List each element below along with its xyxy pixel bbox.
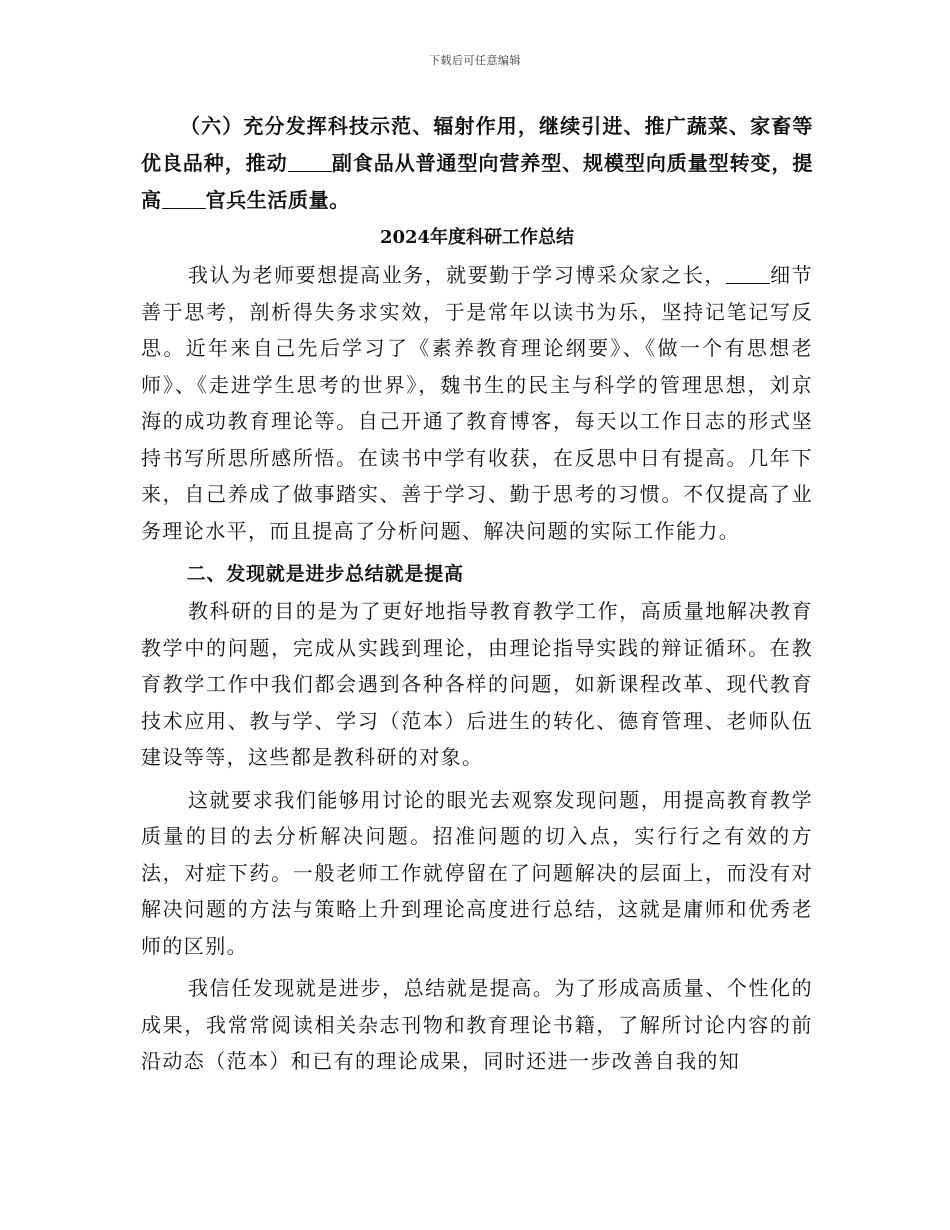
document-body [141,108,813,1080]
lead-text-3: 官兵生活质量。 [205,188,350,212]
blank-line [162,188,206,209]
paragraph-1-text-1: 我认为老师要想提高业务，就要勤于学习博采众家之长， [188,263,726,287]
lead-text-1: （六）充分发挥科技示范、辐射作用，继续引进、推广蔬菜、家畜等优良品种，推动 [141,114,813,175]
blank-line [726,263,770,284]
document-title: 2024年度科研工作总结 [379,227,575,248]
paragraph-3: 这就要求我们能够用讨论的眼光去观察发现问题，用提高教育教学质量的目的去分析解决问题。招准问题的切入点，实行行之有效的方法，对症下药。一般老师工作就停留在了问题解决的层面上，而没有对解决问题的方法与策略上升到理论高度进行总结，这就是庸师和优秀老师的区别。 [141,787,813,958]
page-header: 下载后可任意编辑 [429,54,521,67]
section-heading-2: 二、发现就是进步总结就是提高 [186,563,464,585]
paragraph-1 [141,257,813,549]
paragraph-2: 教科研的目的是为了更好地指导教育教学工作，高质量地解决教育教学中的问题，完成从实践到理论，由理论指导实践的辩证循环。在教育教学工作中我们都会遇到各种各样的问题，如新课程改革、现代教育技术应用、教与学、学习（范本）后进生的转化、德育管理、老师队伍建设等等，这些都是教科研的对象。 [141,599,813,769]
paragraph-4: 我信任发现就是进步，总结就是提高。为了形成高质量、个性化的成果，我常常阅读相关杂志刊物和教育理论书籍，了解所讨论内容的前沿动态（范本）和已有的理论成果，同时还进一步改善自我的知 [141,976,813,1073]
paragraph-1-text-2: 细节善于思考，剖析得失务求实效，于是常年以读书为乐，坚持记笔记写反思。近年来自己先后学习了《素养教育理论纲要》、《做一个有思想老师》、《走进学生思考的世界》，魏书生的民主与科学的管理思想，刘京海的成功教育理论等。自己开通了教育博客，每天以工作日志的形式坚持书写所思所感所悟。在读书中学有收获，在反思中日有提高。几年下来，自己养成了做事踏实、善于学习、勤于思考的习惯。不仅提高了业务理论水平，而且提高了分析问题、解决问题的实际工作能力。 [141,263,813,543]
lead-paragraph [141,108,813,219]
blank-line [288,151,332,172]
lead-text-2: 副食品从普通型向营养型、规模型向质量型转变，提高 [141,151,813,212]
